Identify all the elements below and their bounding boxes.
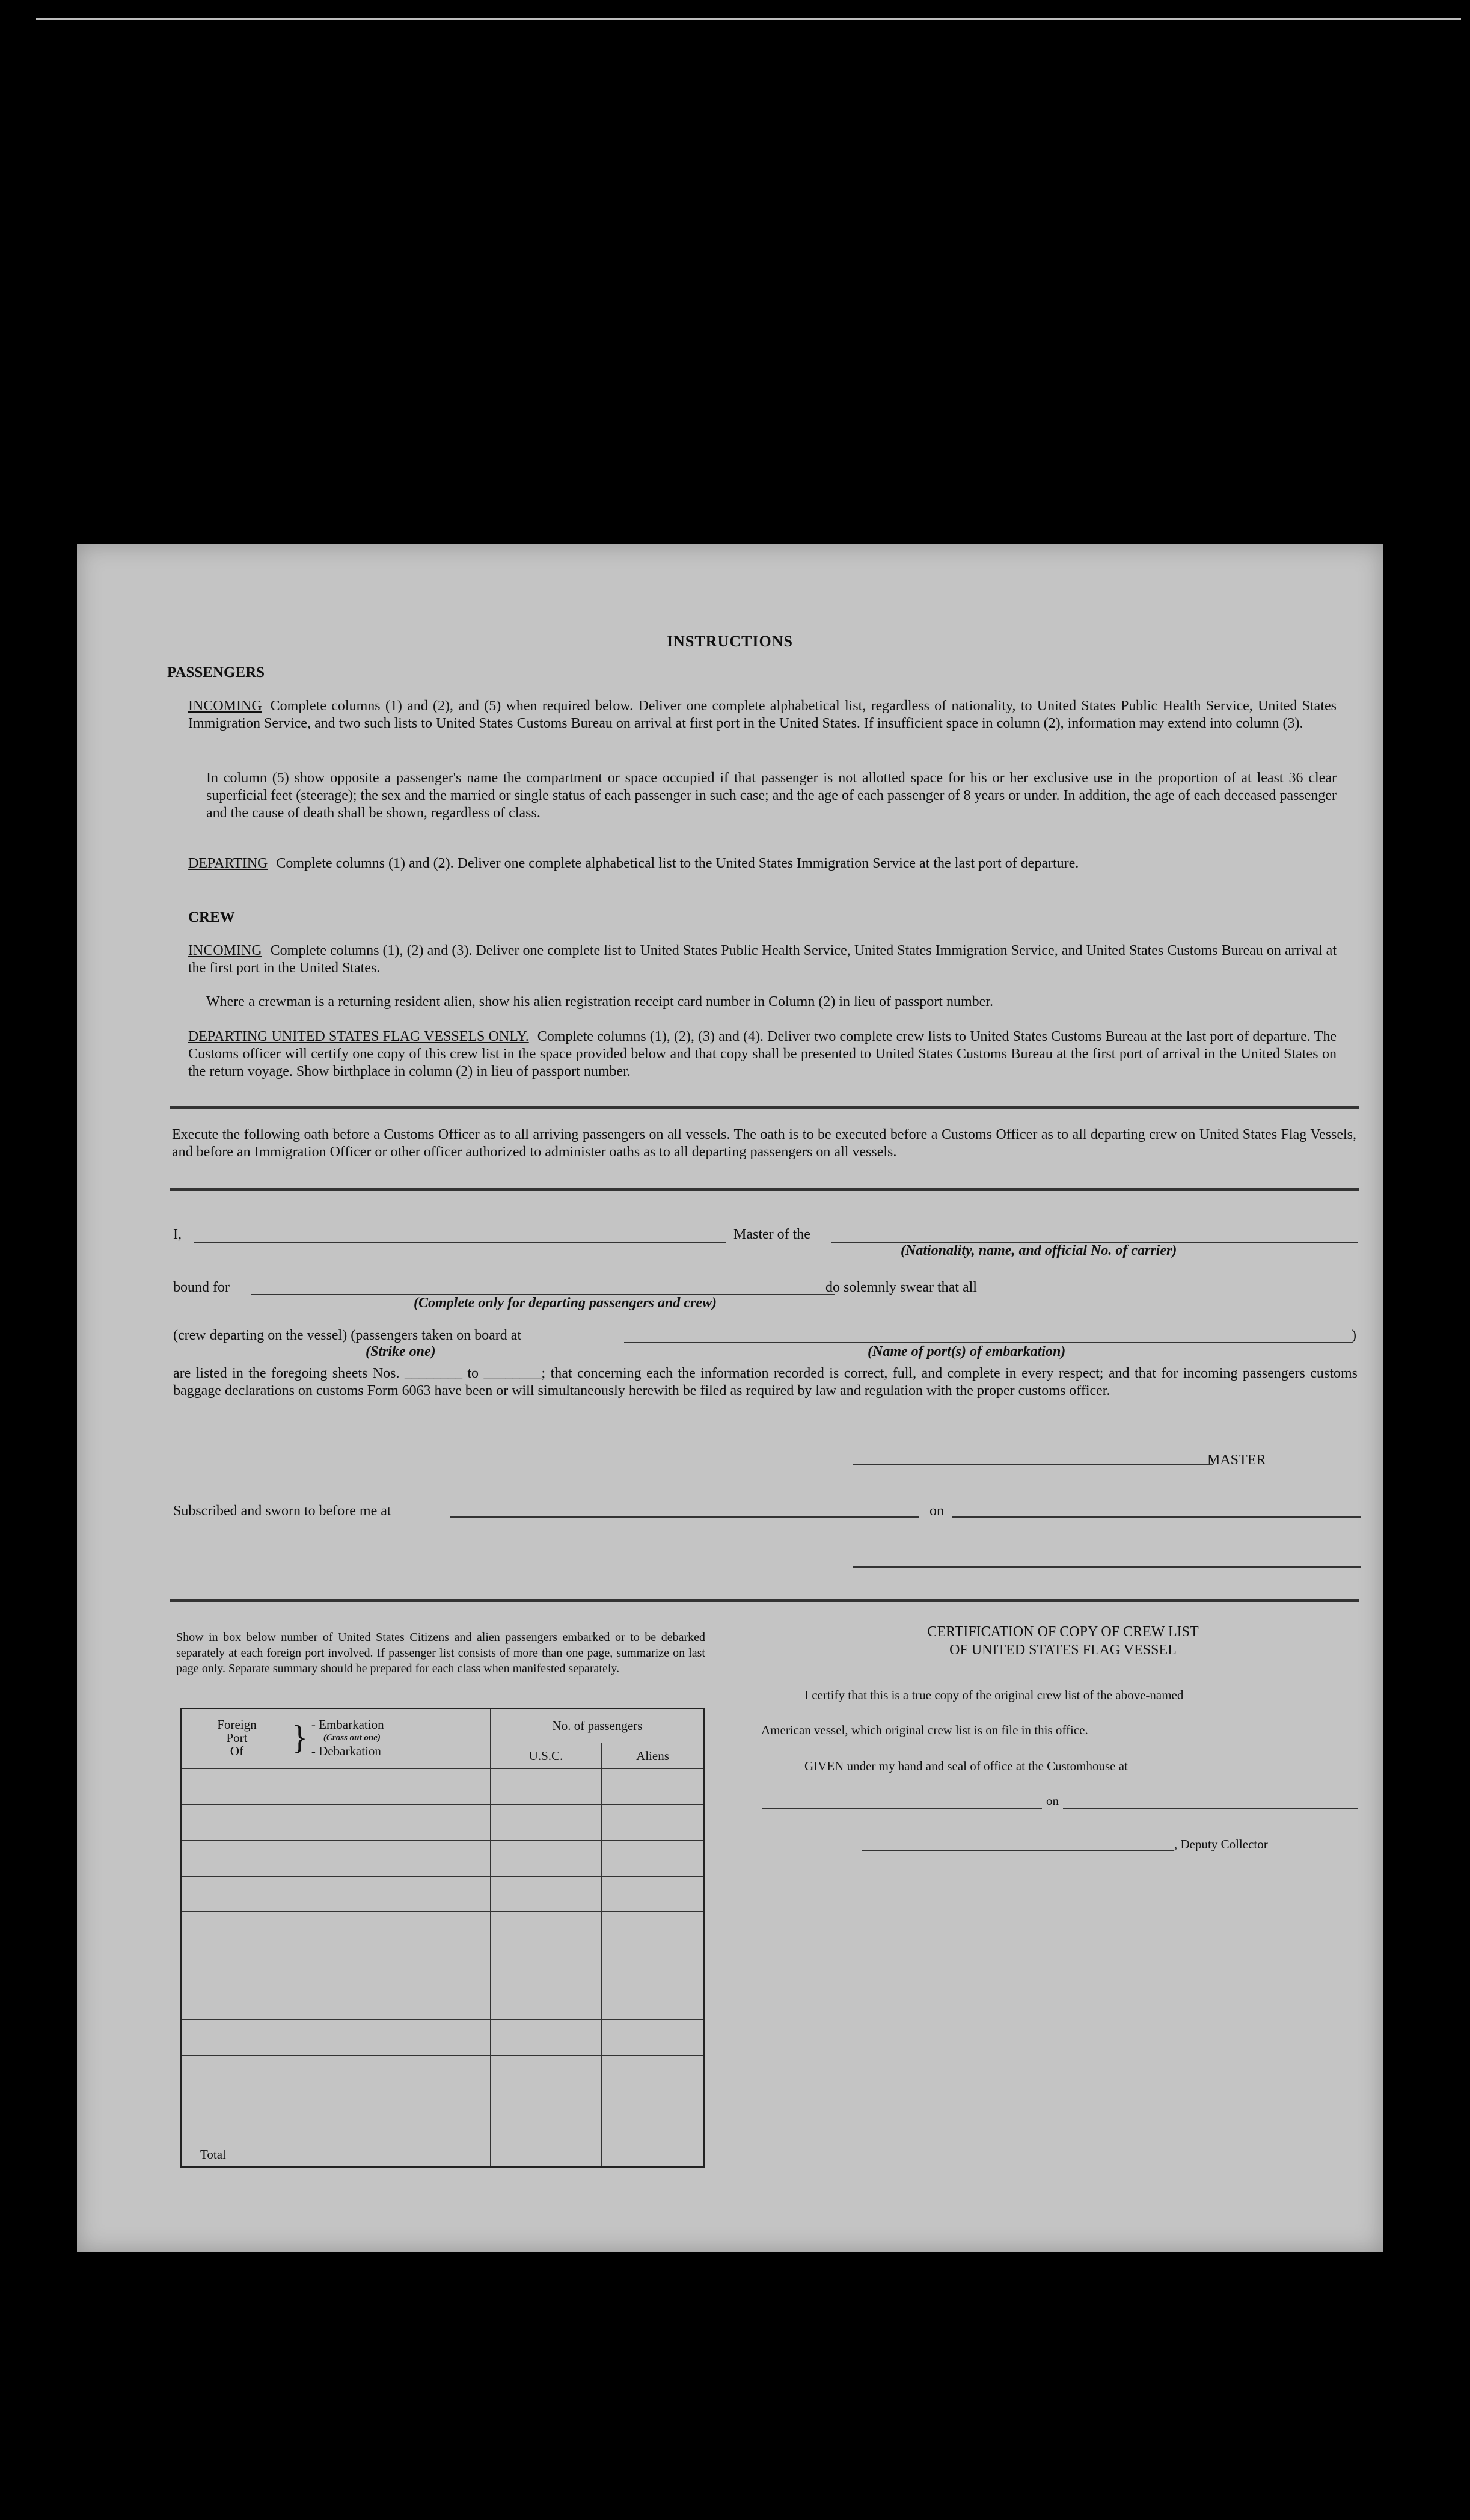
- page-title: INSTRUCTIONS: [667, 633, 793, 650]
- no-of-passengers-header: No. of passengers: [491, 1709, 705, 1743]
- table-row[interactable]: [182, 2020, 705, 2056]
- embarkation-label: - Embarkation: [311, 1717, 384, 1732]
- bound-for-label: bound for: [173, 1280, 230, 1295]
- usc-header: U.S.C.: [491, 1743, 601, 1769]
- departing-text: Complete columns (1) and (2). Deliver one complete alphabetical list to the United States Immigration Service at the last port of departure.: [276, 856, 1079, 871]
- master-label: MASTER: [1207, 1452, 1266, 1468]
- crew-departing-label: (crew departing on the vessel) (passengers taken on board at: [173, 1328, 522, 1343]
- departing-lead: DEPARTING: [188, 856, 268, 871]
- port-word: Port: [226, 1731, 248, 1745]
- debarkation-label: - Debarkation: [311, 1744, 381, 1758]
- crew-incoming-lead: INCOMING: [188, 943, 262, 958]
- cert-text-1: I certify that this is a true copy of the original crew list of the above-named: [804, 1688, 1184, 1702]
- table-row[interactable]: [182, 1876, 705, 1912]
- incoming-text: Complete columns (1) and (2), and (5) when required below. Deliver one complete alphabetical list, regardless of nationality, to United States Public Health Service, United States Immigration Service, and two such lists to United States Customs Bureau on arrival at first port in the United States. If insufficient space in column (2), information may extend into column (3).: [188, 698, 1337, 731]
- cert-on-label: on: [1046, 1794, 1059, 1808]
- port-note: (Name of port(s) of embarkation): [868, 1344, 1066, 1360]
- foreign-word: Foreign: [217, 1717, 257, 1732]
- divider-rule: [170, 1106, 1359, 1109]
- table-row[interactable]: [182, 1948, 705, 1984]
- cert-heading-2: OF UNITED STATES FLAG VESSEL: [949, 1642, 1177, 1658]
- cert-given: GIVEN under my hand and seal of office at the Customhouse at: [804, 1759, 1128, 1773]
- table-row[interactable]: [182, 1912, 705, 1948]
- subscribed-place-field[interactable]: [450, 1516, 919, 1518]
- deputy-collector-label: , Deputy Collector: [1174, 1837, 1268, 1851]
- divider-rule: [170, 1599, 1359, 1602]
- close-paren: ): [1352, 1328, 1356, 1343]
- cert-date-field[interactable]: [1063, 1808, 1358, 1809]
- table-row[interactable]: [182, 1804, 705, 1841]
- brace-icon: }: [292, 1719, 308, 1756]
- passengers-heading: PASSENGERS: [167, 664, 265, 681]
- document-page: [77, 544, 1383, 2252]
- summary-note: Show in box below number of United States Citizens and alien passengers embarked or to be debarked separately at each foreign port involved. If passenger list consists of more than one page, summarize on last page only. Separate summary should be prepared for each class when manifested separately.: [176, 1631, 705, 1675]
- crew-incoming: [188, 942, 1337, 977]
- subscribed-date-field[interactable]: [952, 1516, 1361, 1518]
- cert-heading-1: CERTIFICATION OF COPY OF CREW LIST: [927, 1624, 1199, 1640]
- oath-i-label: I,: [173, 1227, 182, 1242]
- embarkation-port-field[interactable]: [624, 1342, 1352, 1343]
- divider-rule: [170, 1188, 1359, 1191]
- master-of-the-label: Master of the: [733, 1227, 810, 1242]
- table-row[interactable]: [182, 1984, 705, 2020]
- scan-top-edge: [36, 18, 1461, 20]
- master-name-field[interactable]: [194, 1242, 726, 1243]
- customhouse-field[interactable]: [762, 1808, 1042, 1809]
- flag-text: Complete columns (1), (2), (3) and (4). Deliver two complete crew lists to United States Customs Bureau at the last port of departure. The Customs officer will certify one copy of this crew list in the space provided below and that copy shall be presented to United States Customs Bureau at the first port of arrival in the United States on the return voyage. Show birthplace in column (2) in lieu of passport number.: [188, 1029, 1337, 1079]
- nationality-note: (Nationality, name, and official No. of carrier): [901, 1243, 1177, 1258]
- cross-out-note: (Cross out one): [323, 1733, 381, 1743]
- table-row[interactable]: [182, 2055, 705, 2091]
- crew-heading: CREW: [188, 909, 235, 925]
- officer-signature-line[interactable]: [853, 1566, 1361, 1568]
- subscribed-label: Subscribed and sworn to before me at: [173, 1503, 391, 1519]
- column5-instructions: In column (5) show opposite a passenger's name the compartment or space occupied if that passenger is not allotted space for his or her exclusive use in the proportion of at least 36 clear superficial feet (steerage); the sex and the married or single status of each passenger in such case; and the age of each passenger of 8 years or under. In addition, the age of each deceased passenger and the cause of death shall be shown, regardless of class.: [206, 770, 1337, 821]
- passengers-departing: [188, 855, 1337, 872]
- deputy-signature-line[interactable]: [862, 1850, 1174, 1851]
- table-row[interactable]: [182, 2091, 705, 2127]
- of-word: Of: [230, 1744, 244, 1758]
- total-label: Total: [182, 2127, 491, 2166]
- flag-lead: DEPARTING UNITED STATES FLAG VESSELS ONLY.: [188, 1029, 529, 1044]
- complete-only-note: (Complete only for departing passengers and crew): [414, 1295, 717, 1311]
- crewman-alien-note: Where a crewman is a returning resident alien, show his alien registration receipt card number in Column (2) in lieu of passport number.: [206, 994, 993, 1010]
- foreign-port-header: [182, 1709, 491, 1769]
- oath-listed-text: are listed in the foregoing sheets Nos. ________ to ________; that concerning each the information recorded is correct, full, and complete in every respect; and that for incoming passengers customs baggage declarations on customs Form 6063 have been or will simultaneously herewith be filed as required by law and regulation with the proper customs officer.: [173, 1366, 1358, 1399]
- aliens-header: Aliens: [601, 1743, 705, 1769]
- oath-intro: Execute the following oath before a Customs Officer as to all arriving passengers on all vessels. The oath is to be executed before a Customs Officer as to all departing crew on United States Flag Vessels, and before an Immigration Officer or other officer authorized to administer oaths as to all departing passengers on all vessels.: [172, 1127, 1356, 1160]
- flag-vessels-instructions: [188, 1028, 1337, 1081]
- subscribed-on-label: on: [929, 1503, 944, 1519]
- total-row[interactable]: [182, 2127, 705, 2166]
- strike-one-note: (Strike one): [366, 1344, 436, 1360]
- master-signature-line[interactable]: [853, 1464, 1213, 1465]
- incoming-lead: INCOMING: [188, 698, 262, 714]
- passengers-incoming: [188, 697, 1337, 732]
- cert-text-2: American vessel, which original crew list is on file in this office.: [761, 1723, 1088, 1737]
- passenger-summary-box: [180, 1708, 705, 2168]
- crew-incoming-text: Complete columns (1), (2) and (3). Deliver one complete list to United States Public Health Service, United States Immigration Service, and United States Customs Bureau on arrival at the first port in the United States.: [188, 943, 1337, 976]
- do-solemnly-label: do solemnly swear that all: [825, 1280, 977, 1295]
- table-row[interactable]: [182, 1841, 705, 1877]
- table-row[interactable]: [182, 1769, 705, 1805]
